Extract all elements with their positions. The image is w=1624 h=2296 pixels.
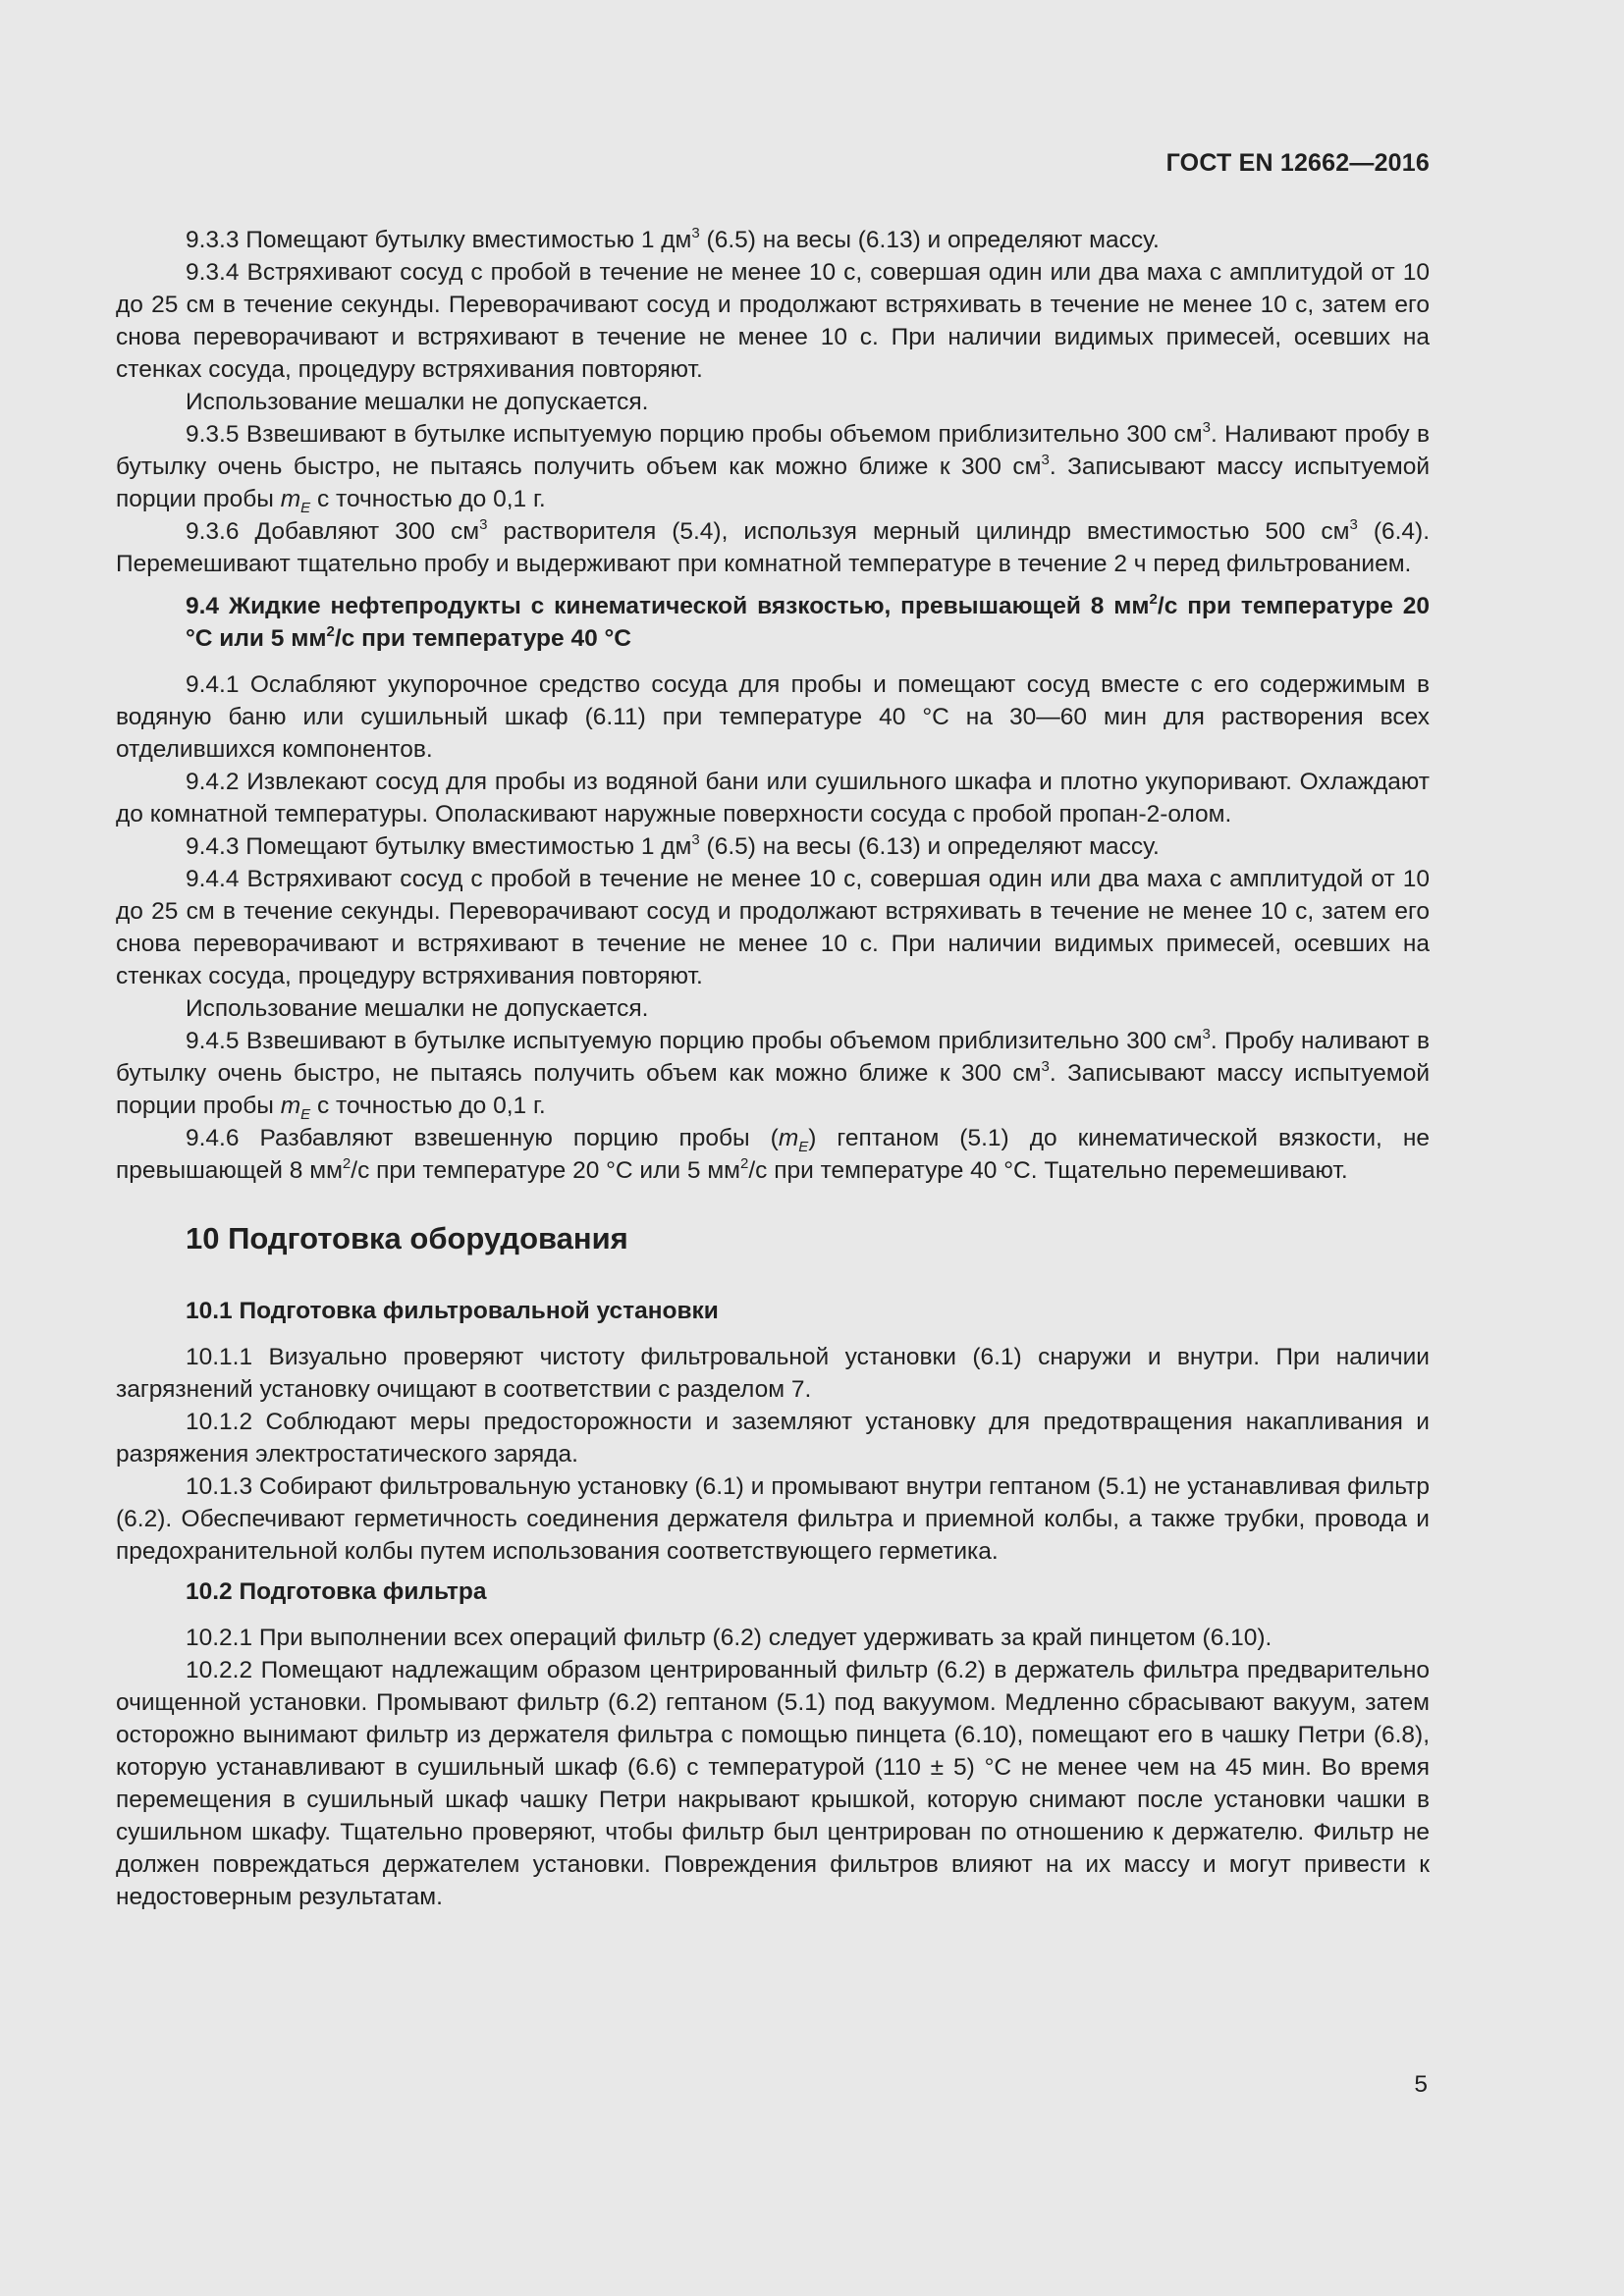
paragraph-10-1-1: 10.1.1 Визуально проверяют чистоту фильтровальной установки (6.1) снаружи и внутри. При наличии загрязнений установку очищают в соответствии с разделом 7. bbox=[116, 1344, 1430, 1403]
heading-section-10: 10 Подготовка оборудования bbox=[186, 1221, 628, 1255]
paragraph-9-4-2: 9.4.2 Извлекают сосуд для пробы из водяной бани или сушильного шкафа и плотно укупоривают. Охлаждают до комнатной температуры. Ополаскивают наружные поверхности сосуда с пробой пропан-2-олом. bbox=[116, 769, 1430, 828]
heading-10-1: 10.1 Подготовка фильтровальной установки bbox=[186, 1298, 719, 1324]
document-header: ГОСТ EN 12662—2016 bbox=[1165, 149, 1430, 177]
paragraph-10-1-3: 10.1.3 Собирают фильтровальную установку (6.1) и промывают внутри гептаном (5.1) не устанавливая фильтр (6.2). Обеспечивают герметичность соединения держателя фильтра и приемной колбы, а также трубки, провода и предохранительной колбы путем использования соответствующего герметика. bbox=[116, 1473, 1430, 1565]
paragraph-9-3-3: 9.3.3 Помещают бутылку вместимостью 1 $дм^3$ (6.5) на весы (6.13) и определяют массу. bbox=[186, 225, 1160, 253]
document-body bbox=[116, 224, 1430, 1913]
paragraph-10-1-2: 10.1.2 Соблюдают меры предосторожности и заземляют установку для предотвращения накапливания и разряжения электростатического заряда. bbox=[116, 1409, 1430, 1468]
paragraph-10-2-2: 10.2.2 Помещают надлежащим образом центрированный фильтр (6.2) в держатель фильтра предварительно очищенной установки. Промывают фильтр (6.2) гептаном (5.1) под вакуумом. Медленно сбрасывают вакуум, затем осторожно вынимают фильтр из держателя фильтра с помощью пинцета (6.10), помещают его в чашку Петри (6.8), которую устанавливают в сушильный шкаф (6.6) с температурой (110 ± 5) °C не менее чем на 45 мин. Во время перемещения в сушильный шкаф чашку Петри накрывают крышкой, которую снимают после установки чашки в сушильном шкафу. Тщательно проверяют, чтобы фильтр был центрирован по отношению к держателю. Фильтр не должен повреждаться держателем установки. Повреждения фильтров влияют на их массу и могут привести к недостоверным результатам. bbox=[116, 1657, 1430, 1910]
heading-10-2: 10.2 Подготовка фильтра bbox=[186, 1578, 487, 1605]
paragraph-9-4-3: 9.4.3 Помещают бутылку вместимостью 1 $дм^3$ (6.5) на весы (6.13) и определяют массу. bbox=[186, 831, 1160, 860]
paragraph-9-4-5: 9.4.5 Взвешивают в бутылке испытуемую порцию пробы объемом приблизительно 300 $см^3$. Пробу наливают в бутылку очень быстро, не пытаясь получить объем как можно ближе к 300 $см^3$. Записывают массу испытуемой порции пробы $m_E$ с точностью до 0,1 г. bbox=[116, 1026, 1431, 1123]
paragraph-no-mixer: Использование мешалки не допускается. bbox=[186, 389, 649, 415]
paragraph-9-4-1: 9.4.1 Ослабляют укупорочное средство сосуда для пробы и помещают сосуд вместе с его содержимым в водяную баню или сушильный шкаф (6.11) при температуре 40 °C на 30—60 мин для растворения всех отделившихся компонентов. bbox=[116, 671, 1430, 763]
paragraph-9-3-5: 9.3.5 Взвешивают в бутылке испытуемую порцию пробы объемом приблизительно 300 $см^3$. Наливают пробу в бутылку очень быстро, не пытаясь получить объем как можно ближе к 300 $см^3$. Записывают массу испытуемой порции пробы $m_E$ с точностью до 0,1 г. bbox=[116, 419, 1431, 516]
paragraph-9-3-6: 9.3.6 Добавляют 300 $см^3$ растворителя (5.4), используя мерный цилиндр вместимостью 500 $см^3$ (6.4). Перемешивают тщательно пробу и выдерживают при комнатной температуре в течение 2 ч перед фильтрованием. bbox=[116, 516, 1430, 577]
page-number: 5 bbox=[1414, 2071, 1428, 2098]
paragraph-9-4-4: 9.4.4 Встряхивают сосуд с пробой в течение не менее 10 с, совершая один или два маха с амплитудой от 10 до 25 см в течение секунды. Переворачивают сосуд и продолжают встряхивать в течение не менее 10 с, затем его снова переворачивают и встряхивают в течение не менее 10 с. При наличии видимых примесей, осевших на стенках сосуда, процедуру встряхивания повторяют. bbox=[116, 866, 1430, 989]
paragraph-10-2-1: 10.2.1 При выполнении всех операций фильтр (6.2) следует удерживать за край пинцетом (6.10). bbox=[186, 1625, 1272, 1651]
paragraph-9-4-6: 9.4.6 Разбавляют взвешенную порцию пробы $(m_E)$ гептаном (5.1) до кинематической вязкости, не превышающей 8 $мм^2/с$ при температуре 20 °C или 5 $мм^2/с$ при температуре 40 °C. Тщательно перемешивают. bbox=[116, 1125, 1430, 1184]
paragraph-no-mixer-2: Использование мешалки не допускается. bbox=[186, 995, 649, 1022]
heading-9-4: 9.4 Жидкие нефтепродукты с кинематической вязкостью, превышающей 8 $мм^2/с$ при температуре 20 °C или 5 $мм^2/с$ при температуре 40 °C bbox=[186, 591, 1431, 652]
paragraph-9-3-4: 9.3.4 Встряхивают сосуд с пробой в течение не менее 10 с, совершая один или два маха с амплитудой от 10 до 25 см в течение секунды. Переворачивают сосуд и продолжают встряхивать в течение не менее 10 с, затем его снова переворачивают и встряхивают в течение не менее 10 с. При наличии видимых примесей, осевших на стенках сосуда, процедуру встряхивания повторяют. bbox=[116, 259, 1430, 383]
